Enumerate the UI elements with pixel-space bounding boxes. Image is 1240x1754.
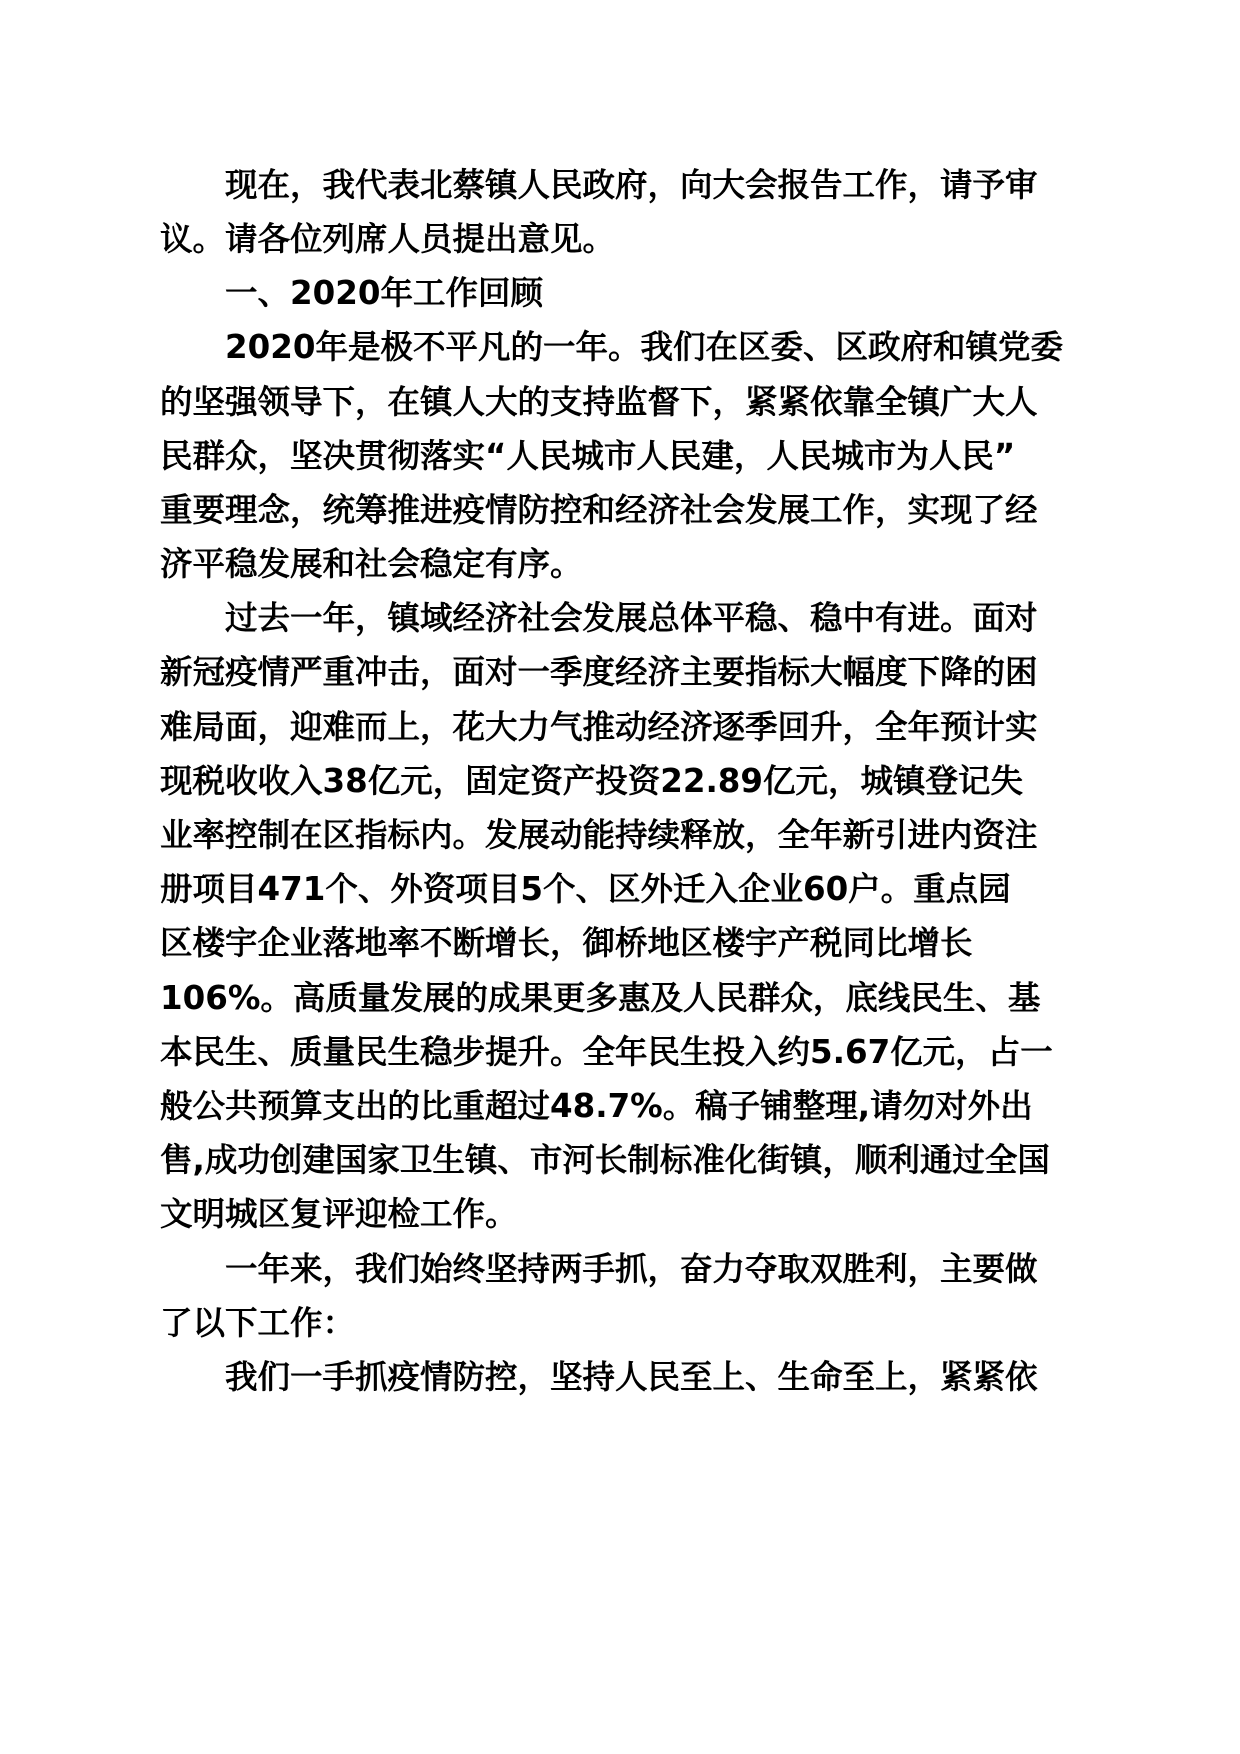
text-line-1: 现在，我代表北蔡镇人民政府，向大会报告工作，请予审 [225, 166, 1038, 204]
text-line-13: 业率控制在区指标内。发展动能持续释放，全年新引进内资注 [160, 816, 1038, 854]
text-line-16: 106%。高质量发展的成果更多惠及人民群众，底线民生、基 [160, 979, 1041, 1017]
text-line-12: 现税收收入38亿元，固定资产投资22.89亿元，城镇登记失 [160, 762, 1024, 800]
text-line-23: 我们一手抓疫情防控，坚持人民至上、生命至上，紧紧依 [225, 1358, 1038, 1396]
text-line-22: 了以下工作： [160, 1304, 356, 1342]
text-line-9: 过去一年，镇域经济社会发展总体平稳、稳中有进。面对 [225, 599, 1038, 637]
text-line-8: 济平稳发展和社会稳定有序。 [160, 545, 583, 583]
text-line-21: 一年来，我们始终坚持两手抓，奋力夺取双胜利，主要做 [225, 1250, 1038, 1288]
text-line-11: 难局面，迎难而上，花大力气推动经济逐季回升，全年预计实 [160, 708, 1038, 746]
text-line-10: 新冠疫情严重冲击，面对一季度经济主要指标大幅度下降的困 [160, 653, 1038, 691]
text-line-19: 售,成功创建国家卫生镇、市河长制标准化街镇，顺利通过全国 [160, 1141, 1050, 1179]
section-heading: 一、2020年工作回顾 [225, 274, 543, 312]
text-line-20: 文明城区复评迎检工作。 [160, 1195, 518, 1233]
text-line-7: 重要理念，统筹推进疫情防控和经济社会发展工作，实现了经 [160, 491, 1038, 529]
text-line-2: 议。请各位列席人员提出意见。 [160, 220, 616, 258]
text-line-18: 般公共预算支出的比重超过48.7%。稿子铺整理,请勿对外出 [160, 1087, 1033, 1125]
text-line-15: 区楼宇企业落地率不断增长，御桥地区楼宇产税同比增长 [160, 924, 973, 962]
text-line-4: 2020年是极不平凡的一年。我们在区委、区政府和镇党委 [225, 328, 1063, 366]
text-line-6: 民群众，坚决贯彻落实“人民城市人民建，人民城市为人民” [160, 437, 1016, 475]
text-line-5: 的坚强领导下，在镇人大的支持监督下，紧紧依靠全镇广大人 [160, 383, 1038, 421]
text-line-17: 本民生、质量民生稳步提升。全年民生投入约5.67亿元，占一 [160, 1033, 1053, 1071]
text-line-14: 册项目471个、外资项目5个、区外迁入企业60户。重点园 [160, 870, 1011, 908]
